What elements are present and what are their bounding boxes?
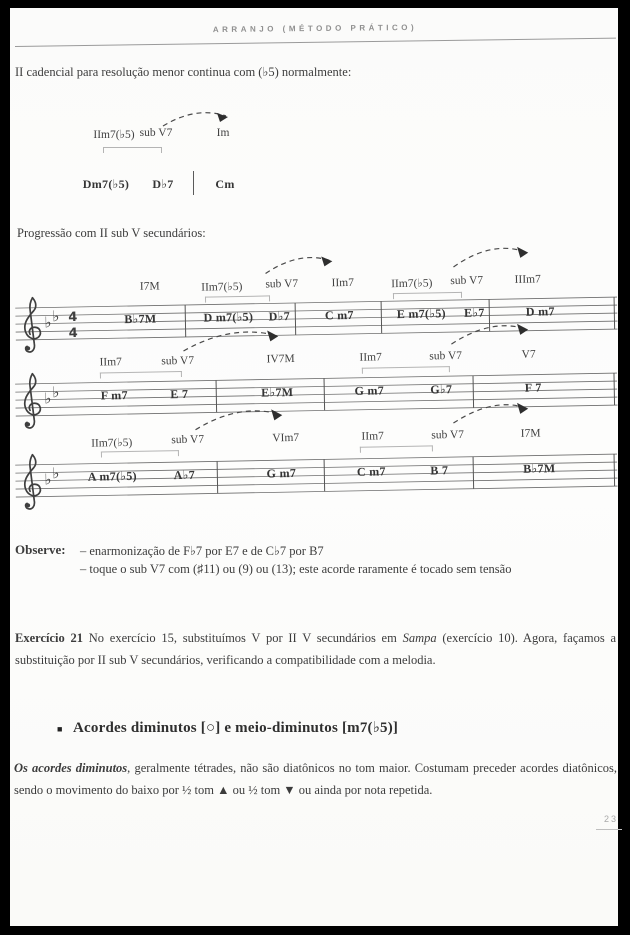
roman-label: sub V7 [171, 433, 205, 447]
flat-sign: ♭ [52, 383, 60, 402]
page-number: 23 [604, 814, 619, 824]
diminished-body: , geralmente tétrades, não são diatônicos no tom maior. Costumam preceder acordes diatônicos, sendo o movimento do baixo por ½ tom ▲ ou ½ tom ▼ ou ainda por nota repetida. [14, 761, 617, 797]
roman-label: IV7M [266, 352, 295, 366]
exercise-label: Exercício 21 [15, 631, 83, 645]
roman-label: I7M [139, 280, 160, 293]
two-five-bracket [101, 450, 179, 457]
barline [193, 171, 194, 195]
chord-label: F 7 [524, 380, 542, 395]
roman-label: sub V7 [431, 428, 465, 442]
treble-clef-icon [17, 451, 44, 515]
progression-label: Progressão com II sub V secundários: [17, 226, 206, 240]
chord-label: E♭7M [261, 384, 294, 400]
chord-label: G m7 [266, 465, 297, 481]
roman-label: sub V7 [450, 274, 484, 288]
roman-label: sub V7 [139, 127, 173, 139]
exercise-song-title: Sampa [402, 631, 437, 645]
staff-system-3 [0, 397, 630, 509]
chord-label: C m7 [324, 307, 354, 323]
substitution-arrow [449, 400, 535, 428]
flat-sign: ♭ [52, 464, 60, 483]
chord-label: A m7(♭5) [87, 468, 138, 484]
roman-label: IIm7 [361, 430, 384, 443]
exercise-text-after: (exercício 10). Agora, façamos a substituição por II sub V secundários, verificando a compatibilidade com a melodia. [15, 631, 616, 667]
chord-label: D m7 [525, 304, 555, 319]
chord-label: Dm7(♭5) [82, 177, 130, 191]
roman-label: sub V7 [265, 277, 299, 291]
flat-sign: ♭ [52, 307, 60, 326]
chord-label: G♭7 [430, 382, 453, 397]
roman-label: VIm7 [272, 431, 300, 445]
roman-label: sub V7 [161, 354, 195, 368]
header-rule [15, 38, 616, 47]
chord-label: D♭7 [268, 309, 291, 324]
two-five-bracket [360, 445, 433, 452]
observe-line-1: – enarmonização de F♭7 por E7 e de C♭7 por B7 [80, 544, 324, 558]
exercise-paragraph [15, 628, 616, 672]
roman-label: sub V7 [429, 349, 463, 363]
page-number-rule [596, 829, 622, 830]
chord-label: D m7(♭5) [203, 309, 254, 325]
roman-label: IIm7(♭5) [391, 277, 433, 291]
roman-label: V7 [521, 348, 536, 361]
roman-label: IIm7 [99, 356, 122, 369]
two-five-bracket [100, 371, 182, 379]
chord-label: F m7 [100, 388, 128, 403]
chord-label: E 7 [170, 386, 189, 402]
chord-label: B♭7M [124, 311, 157, 327]
chord-label: Cm [215, 177, 235, 191]
chord-label: D♭7 [152, 177, 174, 191]
flat-sign: ♭ [44, 470, 52, 489]
bullet-icon: ■ [57, 724, 63, 734]
observe-label: Observe: [15, 542, 66, 557]
roman-label: IIm7(♭5) [93, 129, 135, 141]
observe-line-2: – toque o sub V7 com (♯11) ou (9) ou (13); este acorde raramente é tocado sem tensão [80, 562, 512, 576]
roman-label: IIm7 [359, 351, 382, 364]
roman-label: IIm7(♭5) [201, 280, 243, 294]
chord-label: C m7 [356, 464, 386, 479]
roman-label: IIm7(♭5) [91, 436, 133, 450]
roman-label: I7M [520, 427, 541, 440]
diminished-paragraph [14, 758, 617, 802]
intro-text: II cadencial para resolução menor continua com (♭5) normalmente: [15, 65, 352, 79]
time-signature-top: 4 [68, 309, 78, 326]
chord-label: E♭7 [463, 305, 485, 320]
flat-sign: ♭ [44, 313, 52, 332]
chord-label: E m7(♭5) [396, 306, 446, 322]
section-heading: Acordes diminutos [○] e meio-diminutos [m7(♭5)] [73, 720, 399, 736]
substitution-arrow [191, 406, 291, 434]
chord-label: G m7 [354, 383, 385, 398]
roman-label: Im [216, 127, 230, 139]
running-header: ARRANJO (MÉTODO PRÁTICO) [212, 22, 418, 35]
flat-sign: ♭ [44, 389, 52, 408]
substitution-arrow [261, 252, 339, 277]
chord-label: B 7 [430, 463, 449, 478]
roman-label: IIIm7 [514, 273, 541, 286]
exercise-text-before: No exercício 15, substituímos V por II V secundários em [88, 631, 403, 645]
cadence-example [0, 105, 630, 205]
two-five-bracket [362, 366, 450, 374]
substitution-arrow [447, 321, 535, 349]
diminished-lead: Os acordes diminutos [14, 761, 128, 775]
substitution-arrow [449, 242, 535, 272]
chord-label: B♭7M [523, 461, 556, 476]
two-five-bracket [103, 147, 162, 153]
roman-label: IIm7 [331, 276, 355, 290]
time-signature-bottom: 4 [68, 325, 78, 342]
chord-label: A♭7 [173, 467, 196, 483]
substitution-arrow [179, 327, 287, 355]
